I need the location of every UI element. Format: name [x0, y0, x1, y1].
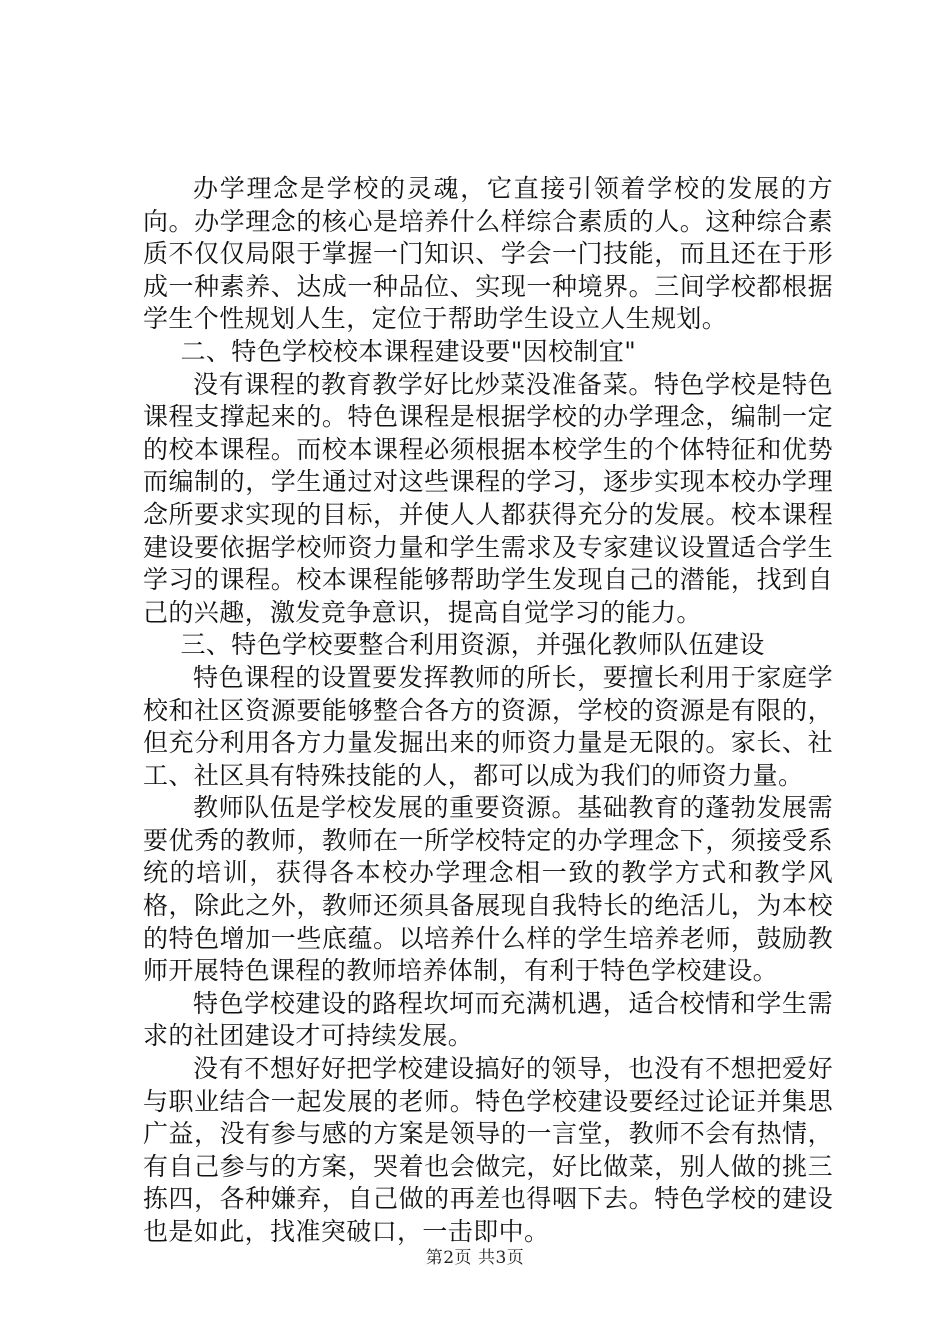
paragraph-opportunities: 特色学校建设的路程坎坷而充满机遇，适合校情和学生需求的社团建设才可持续发展。 — [143, 988, 833, 1051]
paragraph-teacher-team: 教师队伍是学校发展的重要资源。基础教育的蓬勃发展需要优秀的教师，教师在一所学校特定的办学理念下，须接受系统的培训，获得各本校办学理念相一致的教学方式和教学风格，除此之外，教师还须具备展现自我特长的绝活儿，为本校的特色增加一些底蕴。以培养什么样的学生培养老师，鼓励教师开展特色课程的教师培养体制，有利于特色学校建设。 — [143, 793, 833, 986]
page-footer: 第2页 共3页 — [425, 1248, 525, 1268]
paragraph-resources: 特色课程的设置要发挥教师的所长，要擅长利用于家庭学校和社区资源要能够整合各方的资源，学校的资源是有限的，但充分利用各方力量发掘出来的师资力量是无限的。家长、社工、社区具有特殊技能的人，都可以成为我们的师资力量。 — [143, 662, 833, 790]
paragraph-school-philosophy: 办学理念是学校的灵魂，它直接引领着学校的发展的方向。办学理念的核心是培养什么样综合素质的人。这种综合素质不仅仅局限于掌握一门知识、学会一门技能，而且还在于形成一种素养、达成一种品位、实现一种境界。三间学校都根据学生个性规划人生，定位于帮助学生设立人生规划。 — [143, 174, 833, 334]
document-body — [143, 173, 833, 1249]
paragraph-school-curriculum: 没有课程的教育教学好比炒菜没准备菜。特色学校是特色课程支撑起来的。特色课程是根据学校的办学理念，编制一定的校本课程。而校本课程必须根据本校学生的个体特征和优势而编制的，学生通过对这些课程的学习，逐步实现本校办学理念所要求实现的目标，并使人人都获得充分的发展。校本课程建设要依据学校师资力量和学生需求及专家建议设置适合学生学习的课程。校本课程能够帮助学生发现自己的潜能，找到自己的兴趣，激发竞争意识，提高自觉学习的能力。 — [143, 369, 833, 627]
section-heading-3: 三、特色学校要整合利用资源，并强化教师队伍建设 — [180, 630, 765, 660]
paragraph-conclusion: 没有不想好好把学校建设搞好的领导，也没有不想把爱好与职业结合一起发展的老师。特色学校建设要经过论证并集思广益，没有参与感的方案是领导的一言堂，教师不会有热情，有自己参与的方案，哭着也会做完，好比做菜，别人做的挑三拣四，各种嫌弃，自己做的再差也得咽下去。特色学校的建设也是如此，找准突破口，一击即中。 — [143, 1054, 833, 1246]
section-heading-2: 二、特色学校校本课程建设要"因校制宜" — [180, 336, 637, 366]
